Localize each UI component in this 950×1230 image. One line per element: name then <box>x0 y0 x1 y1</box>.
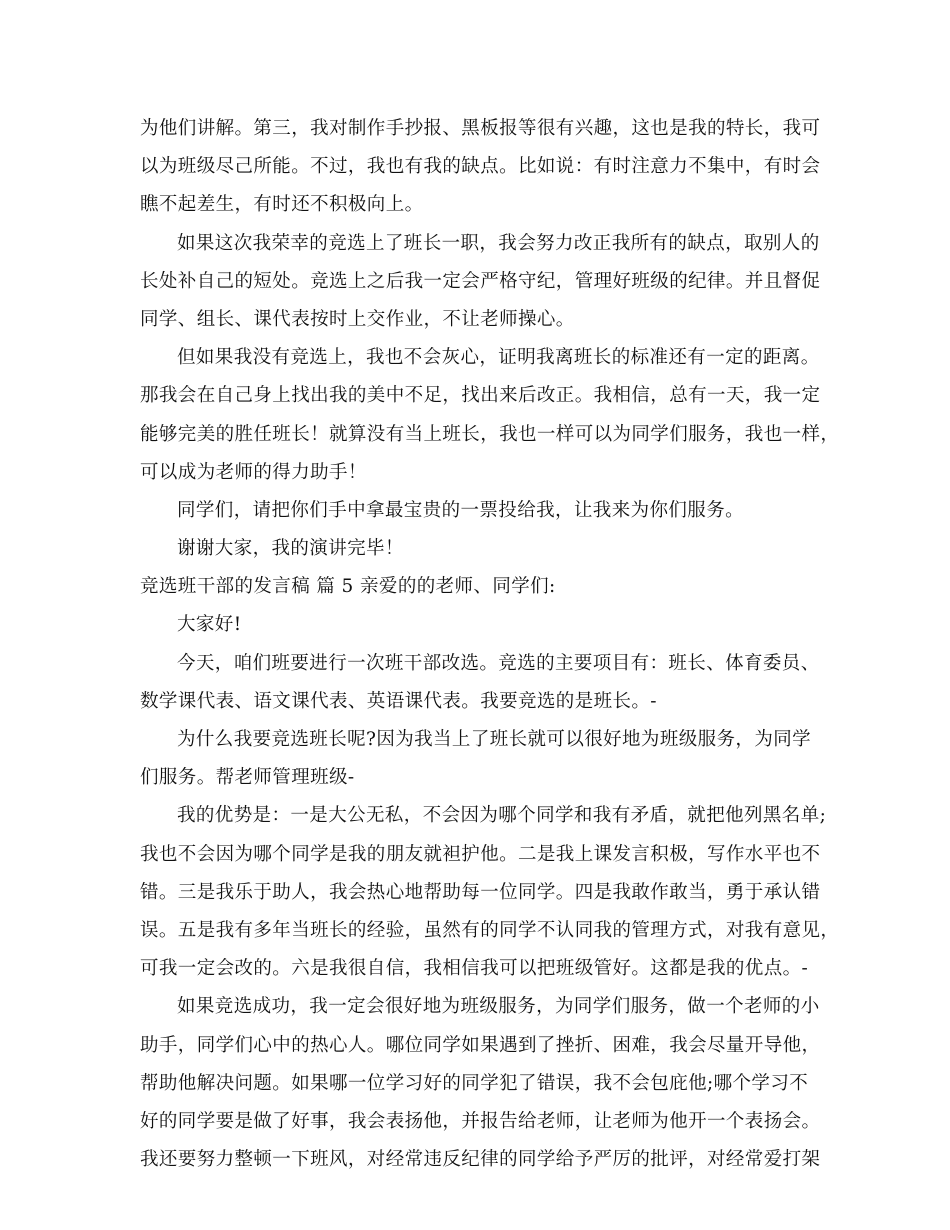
text-line: 错。三是我乐于助人，我会热心地帮助每一位同学。四是我敢作敢当，勇于承认错 <box>140 881 821 903</box>
paragraph-start-line: 同学们，请把你们手中拿最宝贵的一票投给我，让我来为你们服务。 <box>177 499 745 521</box>
text-line: 同学、组长、课代表按时上交作业，不让老师操心。 <box>140 308 575 330</box>
text-line: 可以成为老师的得力助手！ <box>140 461 367 483</box>
paragraph-start-line: 谢谢大家，我的演讲完毕！ <box>177 538 404 560</box>
paragraph-start-line: 但如果我没有竞选上，我也不会灰心，证明我离班长的标准还有一定的距离。 <box>177 347 820 369</box>
text-line: 帮助他解决问题。如果哪一位学习好的同学犯了错误，我不会包庇他;哪个学习不 <box>140 1072 809 1094</box>
text-line: 为他们讲解。第三，我对制作手抄报、黑板报等很有兴趣，这也是我的特长，我可 <box>140 118 821 139</box>
paragraph-start-line: 我的优势是：一是大公无私，不会因为哪个同学和我有矛盾，就把他列黑名单; <box>177 805 827 827</box>
section-heading-line: 竞选班干部的发言稿 篇 5 亲爱的的老师、同学们: <box>140 576 556 598</box>
paragraph-start-line: 如果这次我荣幸的竞选上了班长一职，我会努力改正我所有的缺点，取别人的 <box>177 232 820 254</box>
text-line: 那我会在自己身上找出我的美中不足，找出来后改正。我相信，总有一天，我一定 <box>140 385 821 407</box>
text-line: 们服务。帮老师管理班级- <box>140 767 355 789</box>
document-body <box>140 110 840 1179</box>
text-line: 以为班级尽己所能。不过，我也有我的缺点。比如说：有时注意力不集中，有时会 <box>140 156 821 178</box>
paragraph-start-line: 如果竞选成功，我一定会很好地为班级服务，为同学们服务，做一个老师的小 <box>177 996 820 1018</box>
text-line: 长处补自己的短处。竞选上之后我一定会严格守纪，管理好班级的纪律。并且督促 <box>140 270 821 292</box>
greeting-line: 大家好! <box>177 614 242 636</box>
text-line: 我还要努力整顿一下班风，对经常违反纪律的同学给予严厉的批评，对经常爱打架 <box>140 1149 821 1171</box>
paragraph-start-line: 今天，咱们班要进行一次班干部改选。竞选的主要项目有：班长、体育委员、 <box>177 652 820 674</box>
paragraph-start-line: 为什么我要竞选班长呢?因为我当上了班长就可以很好地为班级服务，为同学 <box>177 729 812 750</box>
text-line: 数学课代表、语文课代表、英语课代表。我要竞选的是班长。- <box>140 690 657 712</box>
text-line: 瞧不起差生，有时还不积极向上。 <box>140 194 424 216</box>
text-line: 可我一定会改的。六是我很自信，我相信我可以把班级管好。这都是我的优点。- <box>140 958 809 980</box>
text-line: 能够完美的胜任班长！就算没有当上班长，我也一样可以为同学们服务，我也一样， <box>140 423 840 445</box>
text-line: 助手，同学们心中的热心人。哪位同学如果遇到了挫折、困难，我会尽量开导他， <box>140 1034 821 1056</box>
text-line: 我也不会因为哪个同学是我的朋友就袒护他。二是我上课发言积极，写作水平也不 <box>140 843 821 865</box>
text-line: 误。五是我有多年当班长的经验，虽然有的同学不认同我的管理方式，对我有意见， <box>140 919 840 941</box>
text-line: 好的同学要是做了好事，我会表扬他，并报告给老师，让老师为他开一个表扬会。 <box>140 1110 821 1132</box>
